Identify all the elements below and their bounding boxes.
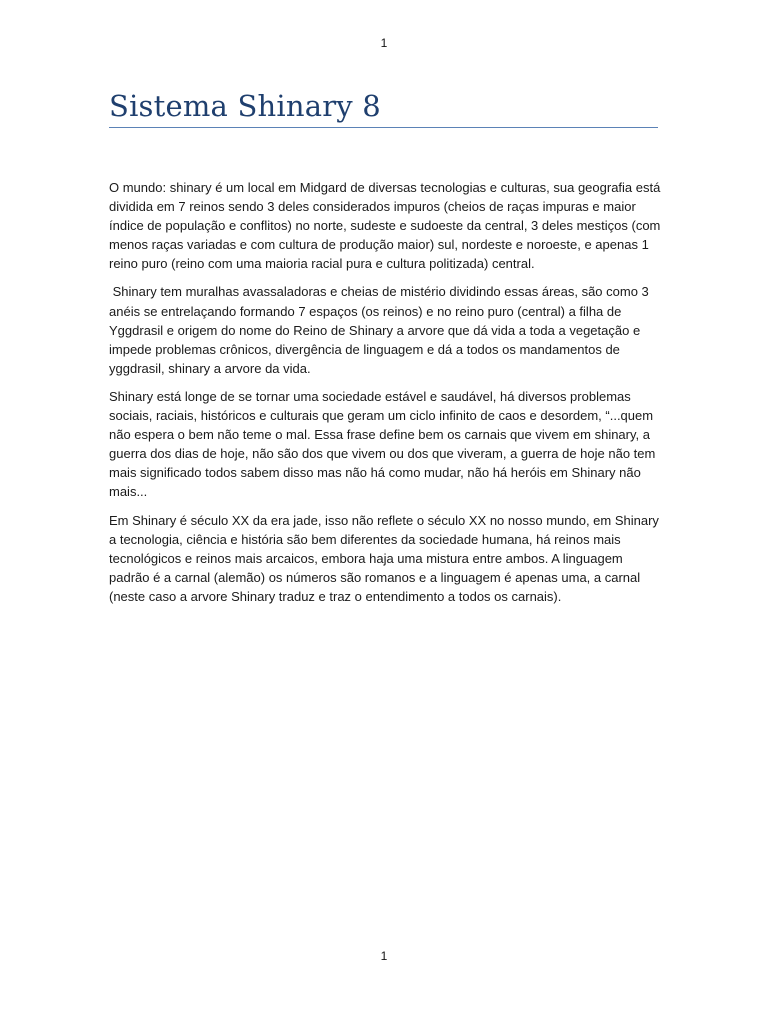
paragraph: O mundo: shinary é um local em Midgard de diversas tecnologias e culturas, sua geografia está dividida em 7 reinos sendo 3 deles considerados impuros (cheios de raças impuras e maior índice de população e conflitos) no norte, sudeste e sudoeste da central, 3 deles mestiços (com menos raças variadas e com cultura de produção maior) sul, nordeste e noroeste, e apenas 1 reino puro (reino com uma maioria racial pura e cultura politizada) central. <box>109 180 665 272</box>
paragraph: Shinary tem muralhas avassaladoras e cheias de mistério dividindo essas áreas, são como 3 anéis se entrelaçando formando 7 espaços (os reinos) e no reino puro (central) a filha de Yggdrasil e origem do nome do Reino de Shinary a arvore que dá vida a toda a vegetação e impede problemas crônicos, divergência de linguagem e dá a todos os mandamentos de yggdrasil, shinary a arvore da vida. <box>109 284 653 376</box>
document-body <box>109 178 665 615</box>
page-number-footer: 1 <box>380 949 388 963</box>
document-title: Sistema Shinary 8 <box>109 89 381 123</box>
title-underline <box>109 127 658 128</box>
page-number-header: 1 <box>380 36 388 50</box>
paragraph: Em Shinary é século XX da era jade, isso não reflete o século XX no nosso mundo, em Shinary a tecnologia, ciência e história são bem diferentes da sociedade humana, há reinos mais tecnológicos e reinos mais arcaicos, embora haja uma mistura entre ambos. A linguagem padrão é a carnal (alemão) os números são romanos e a linguagem é apenas uma, a carnal (neste caso a arvore Shinary traduz e traz o entendimento a todos os carnais). <box>109 512 663 604</box>
paragraph: Shinary está longe de se tornar uma sociedade estável e saudável, há diversos problemas sociais, raciais, históricos e culturais que geram um ciclo infinito de caos e desordem, “...quem não espera o bem não teme o mal. Essa frase define bem os carnais que vivem em shinary, a guerra dos dias de hoje, não são dos que vivem ou dos que viveram, a guerra de hoje não tem mais significado todos sabem disso mas não há como mudar, não há heróis em Shinary não mais... <box>109 388 659 500</box>
